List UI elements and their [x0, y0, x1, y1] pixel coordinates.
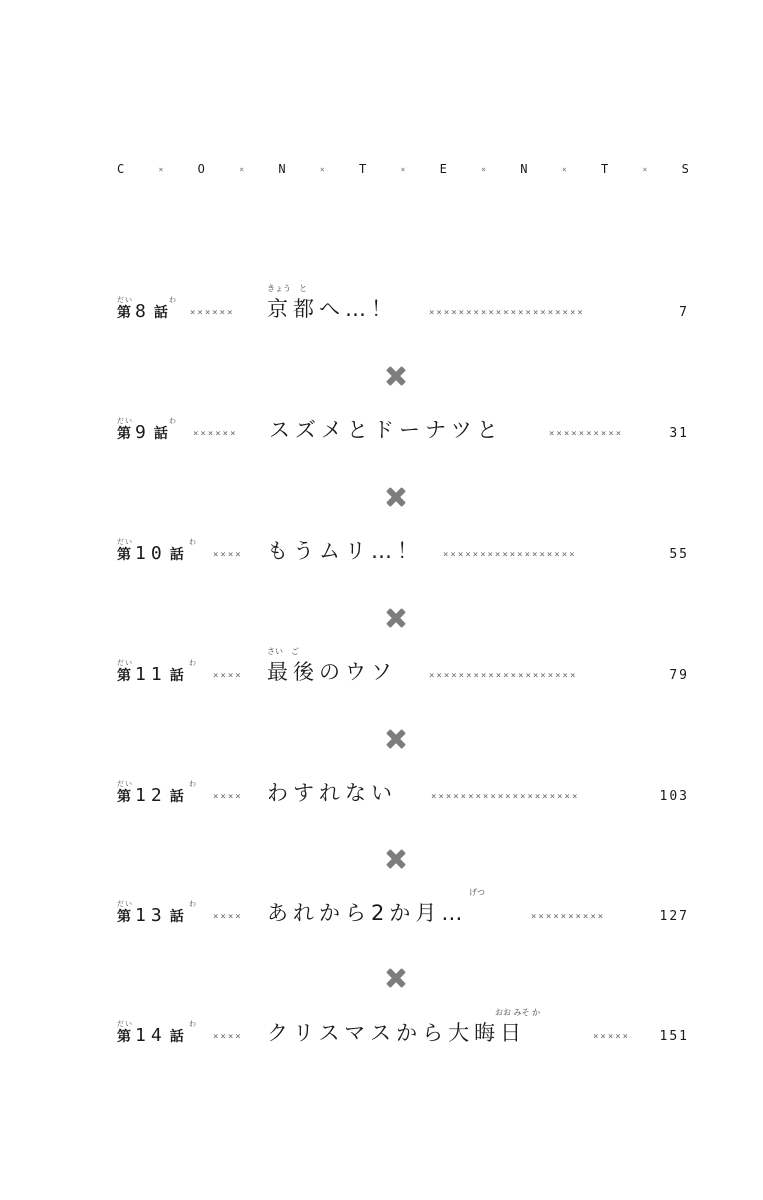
heading-separator: × — [158, 164, 164, 174]
contents-heading — [117, 160, 689, 178]
dot-leader: ×××× — [213, 792, 243, 802]
divider-x-icon — [384, 966, 408, 990]
chapter-title: スズメとドーナツと — [269, 418, 503, 442]
dot-leader: ×××× — [213, 1032, 243, 1042]
toc-entry[interactable] — [117, 284, 689, 326]
chapter-prefix: 第 — [117, 909, 132, 925]
chapter-number: 14 — [135, 1025, 167, 1046]
chapter-label — [117, 538, 197, 564]
page-number: 79 — [669, 668, 689, 683]
chapter-prefix: 第 — [117, 305, 132, 321]
heading-letter: E — [439, 162, 447, 176]
divider-x-icon — [384, 847, 408, 871]
toc-entry[interactable] — [117, 888, 689, 930]
title-ruby: さい ご — [267, 647, 299, 656]
dai-ruby: だい — [117, 296, 133, 304]
dai-ruby: だい — [117, 900, 133, 908]
dai-ruby: だい — [117, 538, 133, 546]
chapter-title: もうムリ…！ — [267, 539, 423, 563]
dot-leader: ×××× — [213, 912, 243, 922]
dot-leader: ×××× — [213, 550, 243, 560]
chapter-prefix: 第 — [117, 789, 132, 805]
chapter-label — [117, 296, 177, 322]
chapter-title: クリスマスから大晦日 — [267, 1021, 527, 1045]
dot-leader: ×××××××××××××××××××× — [431, 792, 580, 802]
chapter-number: 13 — [135, 905, 167, 926]
divider-x-icon — [384, 606, 408, 630]
wa-ruby: わ — [189, 900, 197, 908]
page-number: 127 — [659, 909, 689, 924]
wa-ruby: わ — [189, 538, 197, 546]
dai-ruby: だい — [117, 780, 133, 788]
chapter-title: 最後のウソ — [267, 660, 397, 684]
heading-separator: × — [319, 164, 325, 174]
dot-leader: ×××× — [213, 671, 243, 681]
divider-x-icon — [384, 364, 408, 388]
heading-separator: × — [400, 164, 406, 174]
heading-separator: × — [642, 164, 648, 174]
divider-x-icon — [384, 727, 408, 751]
heading-letter: S — [681, 162, 689, 176]
chapter-suffix: 話 — [153, 426, 169, 442]
toc-entry[interactable] — [117, 776, 689, 810]
page-number: 55 — [669, 547, 689, 562]
page-number: 7 — [679, 305, 689, 320]
chapter-label — [117, 1020, 197, 1046]
chapter-prefix: 第 — [117, 1029, 132, 1045]
dai-ruby: だい — [117, 659, 133, 667]
wa-ruby: わ — [169, 417, 177, 425]
page-number: 103 — [659, 789, 689, 804]
chapter-suffix: 話 — [169, 668, 185, 684]
chapter-prefix: 第 — [117, 426, 132, 442]
toc-entry[interactable] — [117, 1008, 689, 1050]
heading-separator: × — [561, 164, 567, 174]
dot-leader: ×××××××××× — [531, 912, 606, 922]
chapter-number: 12 — [135, 785, 167, 806]
chapter-prefix: 第 — [117, 668, 132, 684]
chapter-number: 11 — [135, 664, 167, 685]
wa-ruby: わ — [189, 1020, 197, 1028]
chapter-suffix: 話 — [169, 547, 185, 563]
wa-ruby: わ — [189, 780, 197, 788]
chapter-suffix: 話 — [153, 305, 169, 321]
heading-letter: T — [358, 162, 367, 176]
toc-entry[interactable] — [117, 413, 689, 447]
heading-separator: × — [239, 164, 245, 174]
chapter-title: あれから2か月… — [267, 901, 468, 925]
dot-leader: ×××××××××××××××××××× — [429, 671, 578, 681]
chapter-number: 9 — [135, 422, 151, 443]
dot-leader: ×××××××××××××××××× — [443, 550, 577, 560]
chapter-number: 10 — [135, 543, 167, 564]
title-ruby: きょう と — [267, 284, 307, 293]
heading-letter: T — [600, 162, 609, 176]
chapter-title: わすれない — [267, 781, 397, 805]
heading-letter: N — [520, 162, 528, 176]
dot-leader: ××××××××××××××××××××× — [429, 308, 585, 318]
chapter-label — [117, 659, 197, 685]
title-ruby: げつ — [469, 888, 485, 897]
toc-entry[interactable] — [117, 647, 689, 689]
chapter-suffix: 話 — [169, 909, 185, 925]
page-number: 31 — [669, 426, 689, 441]
dai-ruby: だい — [117, 417, 133, 425]
dot-leader: ××××× — [593, 1032, 631, 1042]
dot-leader: ×××××× — [193, 429, 238, 439]
heading-letter: O — [197, 162, 205, 176]
title-ruby: おお みそ か — [495, 1008, 541, 1017]
toc-entry[interactable] — [117, 534, 689, 568]
chapter-label — [117, 417, 177, 443]
chapter-title: 京都へ…！ — [267, 297, 397, 321]
chapter-suffix: 話 — [169, 1029, 185, 1045]
page-number: 151 — [659, 1029, 689, 1044]
chapter-label — [117, 780, 197, 806]
chapter-prefix: 第 — [117, 547, 132, 563]
wa-ruby: わ — [169, 296, 177, 304]
dot-leader: ×××××××××× — [549, 429, 624, 439]
chapter-label — [117, 900, 197, 926]
divider-x-icon — [384, 485, 408, 509]
dai-ruby: だい — [117, 1020, 133, 1028]
heading-letter: N — [278, 162, 286, 176]
heading-separator: × — [481, 164, 486, 174]
chapter-number: 8 — [135, 301, 151, 322]
dot-leader: ×××××× — [190, 308, 235, 318]
chapter-suffix: 話 — [169, 789, 185, 805]
wa-ruby: わ — [189, 659, 197, 667]
heading-letter: C — [117, 162, 125, 176]
